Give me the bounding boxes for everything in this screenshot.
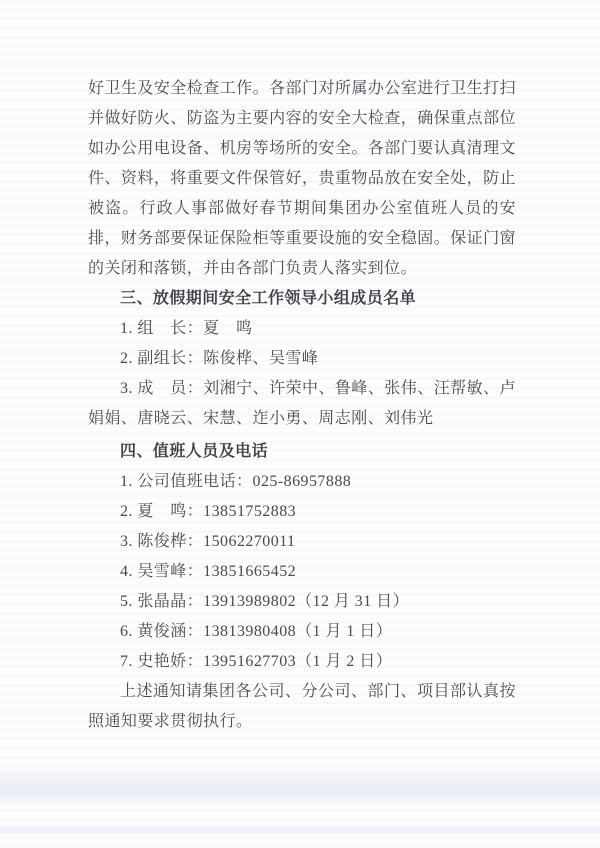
scan-artifact-band [0, 768, 600, 806]
closing-paragraph: 上述通知请集团各公司、分公司、部门、项目部认真按照通知要求贯彻执行。 [88, 683, 516, 730]
list-item-phone-zhang-jingjing: 5. 张晶晶：13913989802（12 月 31 日） [120, 593, 410, 610]
list-item-phone-huang-junhan: 6. 黄俊涵：13813980408（1 月 1 日） [120, 623, 393, 640]
list-item-phone-xia-ming: 2. 夏 鸣：13851752883 [120, 503, 297, 520]
list-item-phone-chen-junhua: 3. 陈俊桦：15062270011 [120, 533, 296, 550]
list-item-phone-shi-yanjiao: 7. 史艳娇：13951627703（1 月 2 日） [120, 653, 393, 670]
section-heading-leadership-group: 三、放假期间安全工作领导小组成员名单 [120, 290, 417, 307]
paragraph-safety-inspection: 好卫生及安全检查工作。各部门对所属办公室进行卫生打扫并做好防火、防盗为主要内容的安全大检查，确保重点部位如办公用电设备、机房等场所的安全。各部门要认真清理文件、资料，将重要文件保管好，贵重物品放在安全处，防止被盗。行政人事部做好春节期间集团办公室值班人员的安排，财务部要保证保险柜等重要设施的安全稳固。保证门窗的关闭和落锁，并由各部门负责人落实到位。 [88, 80, 516, 277]
list-item-members: 3. 成 员：刘湘宁、许荣中、鲁峰、张伟、汪帮敏、卢娟娟、唐晓云、宋慧、迮小勇、周志刚、刘伟光 [88, 380, 516, 427]
list-item-phone-wu-xuefeng: 4. 吴雪峰：13851665452 [120, 563, 297, 580]
list-item-deputy-leaders: 2. 副组长：陈俊桦、吴雪峰 [120, 350, 319, 367]
document-body [88, 74, 516, 737]
section-heading-duty-staff: 四、值班人员及电话 [120, 443, 269, 460]
scan-artifact-band-bottom [0, 826, 600, 834]
list-item-group-leader: 1. 组 长：夏 鸣 [120, 320, 253, 337]
list-item-company-duty-phone: 1. 公司值班电话：025-86957888 [120, 473, 352, 490]
